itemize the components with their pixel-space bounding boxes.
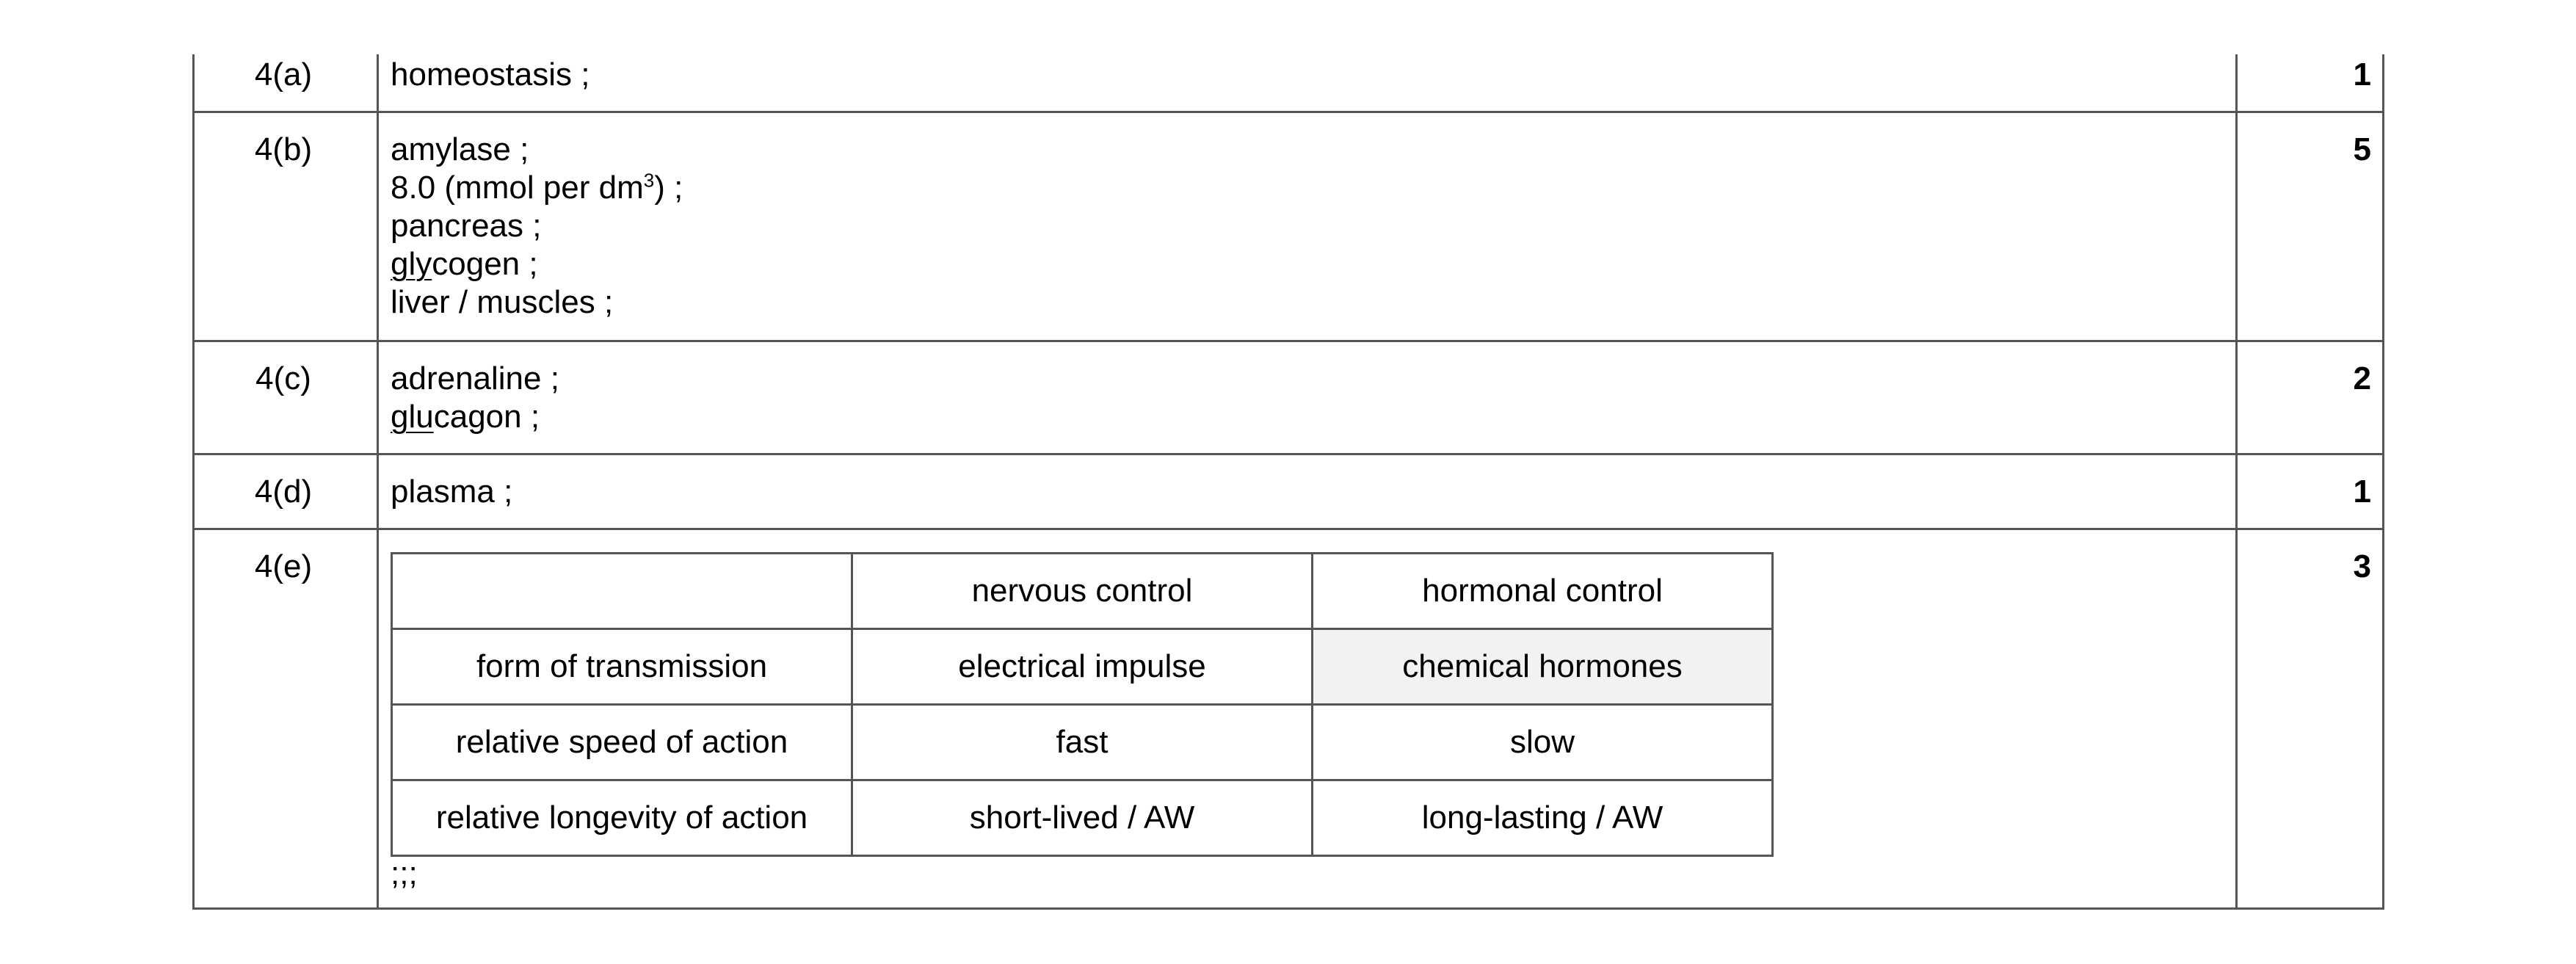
marks-value: 2 <box>2353 360 2371 396</box>
answer-line: liver / muscles ; <box>391 284 614 320</box>
answer-line-text: 8.0 (mmol per dm <box>391 170 644 206</box>
comparison-row <box>392 780 1773 856</box>
row-header: relative speed of action <box>392 705 852 780</box>
superscript: 3 <box>643 169 655 192</box>
column-header-hormonal: hormonal control <box>1313 554 1773 629</box>
answer-line <box>391 245 683 283</box>
table-cell-shaded: chemical hormones <box>1313 629 1773 705</box>
row-rule <box>192 528 2384 530</box>
table-cell: slow <box>1313 705 1773 780</box>
answer-text <box>391 473 512 511</box>
answer-text <box>391 360 559 436</box>
question-number: 4(e) <box>254 548 313 584</box>
table-cell: fast <box>852 705 1313 780</box>
underlined-stem: glu <box>391 399 434 435</box>
column-rule <box>377 54 379 910</box>
table-cell: short-lived / AW <box>852 780 1313 856</box>
answer-text <box>391 131 683 322</box>
mark-points: ;;; <box>391 855 418 891</box>
answer-line: amylase ; <box>391 131 529 167</box>
marks-value: 1 <box>2353 57 2371 93</box>
column-rule <box>2382 54 2384 910</box>
comparison-row <box>392 629 1773 705</box>
question-number: 4(c) <box>255 360 311 396</box>
comparison-header-row <box>392 554 1773 629</box>
question-number: 4(d) <box>254 474 313 510</box>
row-header: relative longevity of action <box>392 780 852 856</box>
row-rule <box>192 340 2384 342</box>
answer-line-text: cogen ; <box>432 246 538 282</box>
row-header: form of transmission <box>392 629 852 705</box>
row-rule <box>192 453 2384 455</box>
table-cell: electrical impulse <box>852 629 1313 705</box>
answer-line: homeostasis ; <box>391 57 590 93</box>
marks-value: 1 <box>2353 474 2371 510</box>
answer-line: plasma ; <box>391 474 513 510</box>
row-rule <box>192 111 2384 113</box>
answer-line-text: ) ; <box>654 170 683 206</box>
row-rule <box>192 907 2384 910</box>
mark-scheme-table <box>192 54 2384 910</box>
answer-line: pancreas ; <box>391 208 542 244</box>
answer-line-text: cagon ; <box>433 399 540 435</box>
question-number: 4(a) <box>254 57 313 93</box>
question-number: 4(b) <box>254 131 313 167</box>
underlined-stem: gly <box>391 246 432 282</box>
answer-text <box>391 56 589 94</box>
answer-line <box>391 398 559 436</box>
answer-line: adrenaline ; <box>391 360 559 396</box>
comparison-row <box>392 705 1773 780</box>
answer-line <box>391 169 683 207</box>
marks-value: 3 <box>2353 548 2371 584</box>
comparison-table <box>391 552 1774 857</box>
comparison-corner-cell <box>392 554 852 629</box>
table-cell: long-lasting / AW <box>1313 780 1773 856</box>
marks-value: 5 <box>2353 131 2371 167</box>
column-header-nervous: nervous control <box>852 554 1313 629</box>
